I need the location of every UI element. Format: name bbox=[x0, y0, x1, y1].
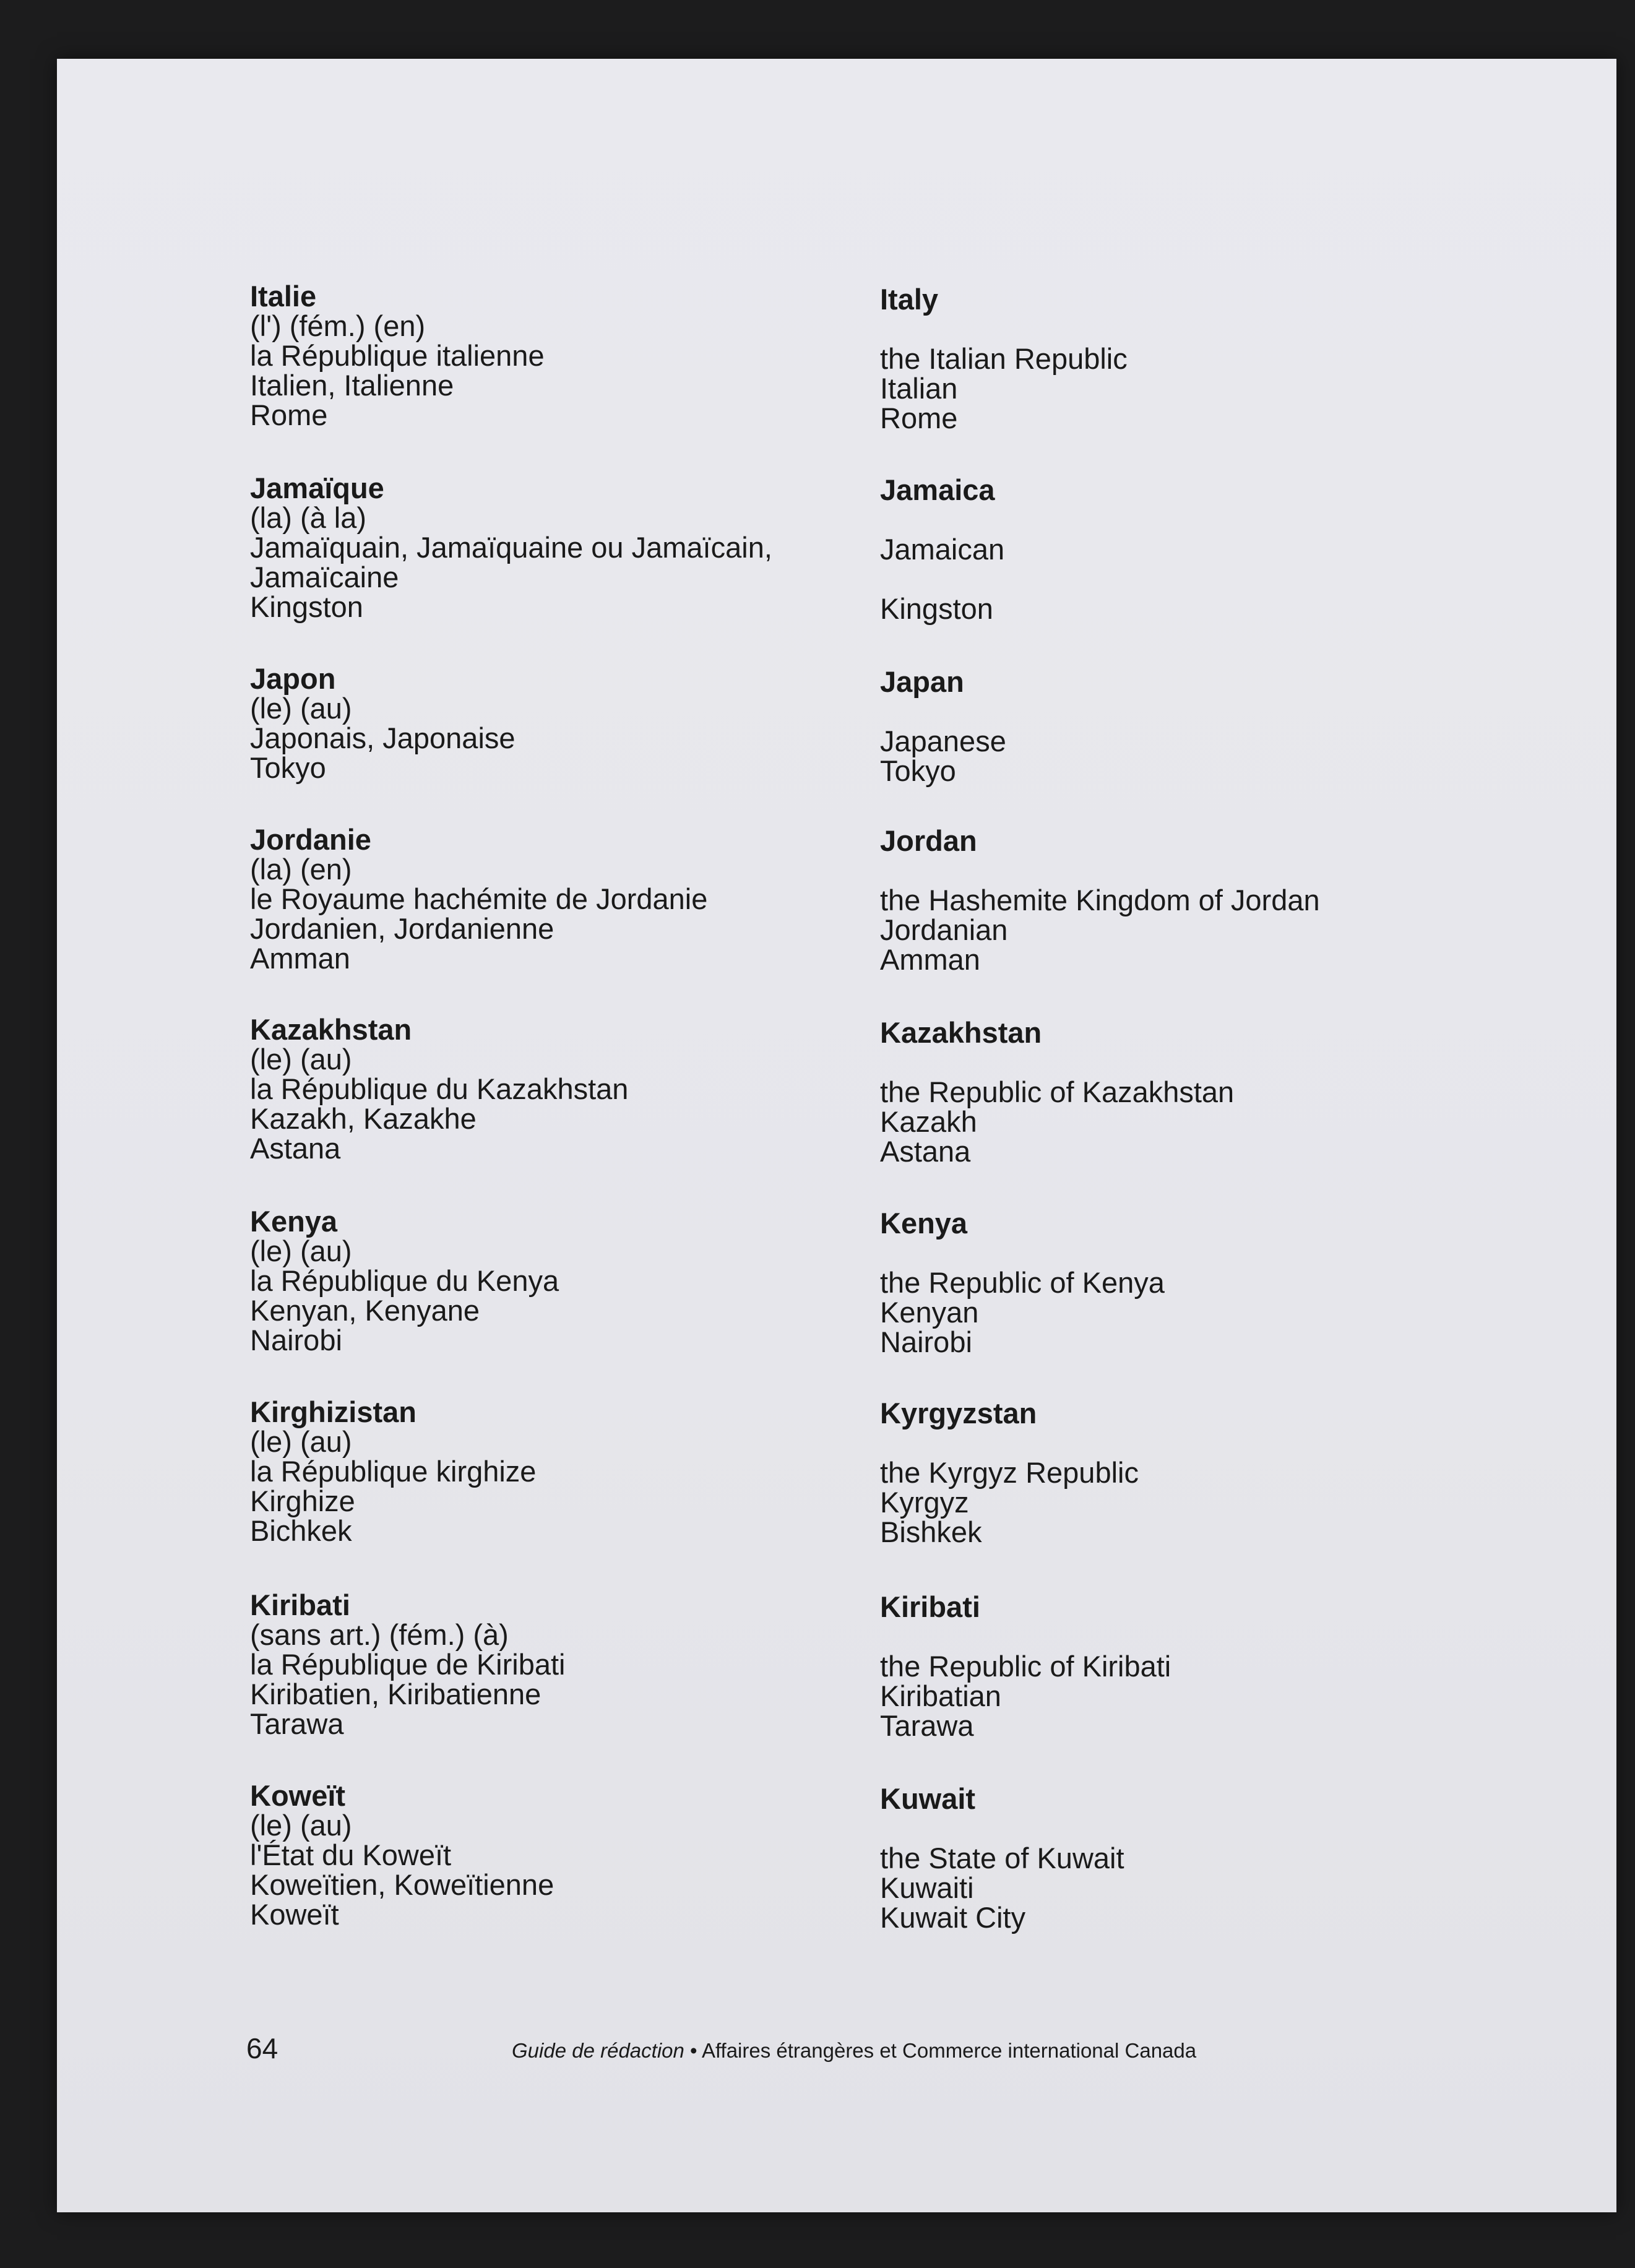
nationality: Koweïtien, Koweïtienne bbox=[250, 1868, 554, 1901]
entry-en-kiribati bbox=[880, 1592, 1573, 1741]
page-number: 64 bbox=[246, 2032, 278, 2064]
official-name: the Italian Republic bbox=[880, 342, 1128, 375]
country-name: Kazakhstan bbox=[880, 1016, 1042, 1049]
official-name: the Hashemite Kingdom of Jordan bbox=[880, 884, 1320, 916]
entry-en-kuwait bbox=[880, 1784, 1573, 1933]
entry-en-jordan bbox=[880, 826, 1573, 975]
article: (sans art.) (fém.) (à) bbox=[250, 1618, 509, 1651]
article: (la) (en) bbox=[250, 853, 352, 886]
entry-fr-jordanie bbox=[250, 825, 894, 973]
entry-en-kenya bbox=[880, 1209, 1573, 1357]
capital: Amman bbox=[250, 942, 350, 975]
country-name: Japan bbox=[880, 665, 964, 698]
article: (le) (au) bbox=[250, 1043, 352, 1076]
capital: Tokyo bbox=[880, 754, 956, 787]
country-name: Jordanie bbox=[250, 823, 371, 856]
entry-en-italy bbox=[880, 285, 1573, 433]
article: (le) (au) bbox=[250, 692, 352, 725]
entry-en-kyrgyzstan bbox=[880, 1399, 1573, 1547]
country-name: Koweït bbox=[250, 1779, 346, 1812]
official-name: la République italienne bbox=[250, 339, 545, 372]
entry-fr-kirghizistan bbox=[250, 1397, 894, 1546]
footer-publisher: Affaires étrangères et Commerce international Canada bbox=[701, 2039, 1197, 2062]
entry-fr-japon bbox=[250, 664, 894, 783]
capital: Kingston bbox=[250, 590, 363, 623]
article: (le) (au) bbox=[250, 1809, 352, 1842]
document-page bbox=[57, 59, 1616, 2212]
official-name: l'État du Koweït bbox=[250, 1839, 452, 1871]
country-name: Kazakhstan bbox=[250, 1013, 412, 1046]
entry-fr-jamaique bbox=[250, 473, 894, 622]
capital: Kuwait City bbox=[880, 1901, 1026, 1934]
country-name: Kiribati bbox=[880, 1590, 980, 1623]
capital: Astana bbox=[880, 1135, 971, 1168]
official-name: the Republic of Kenya bbox=[880, 1266, 1165, 1299]
capital: Tokyo bbox=[250, 751, 326, 784]
capital: Bichkek bbox=[250, 1514, 352, 1547]
nationality: Jamaican bbox=[880, 533, 1005, 566]
country-name: Kenya bbox=[880, 1207, 968, 1240]
footer-title: Guide de rédaction bbox=[512, 2039, 684, 2062]
capital: Astana bbox=[250, 1132, 341, 1165]
capital: Koweït bbox=[250, 1898, 339, 1931]
nationality: Kyrgyz bbox=[880, 1486, 969, 1519]
country-name: Japon bbox=[250, 662, 336, 695]
nationality: Jordanian bbox=[880, 913, 1008, 946]
nationality: Japanese bbox=[880, 725, 1006, 757]
nationality: Kuwaiti bbox=[880, 1871, 974, 1904]
capital: Tarawa bbox=[250, 1707, 344, 1740]
nationality: Kazakh, Kazakhe bbox=[250, 1102, 477, 1135]
official-name: the State of Kuwait bbox=[880, 1842, 1124, 1874]
capital: Rome bbox=[250, 399, 328, 431]
official-name: la République de Kiribati bbox=[250, 1648, 566, 1681]
country-name: Kyrgyzstan bbox=[880, 1397, 1037, 1429]
nationality: Kenyan bbox=[880, 1296, 979, 1329]
country-name: Italy bbox=[880, 283, 939, 316]
official-name: the Republic of Kiribati bbox=[880, 1650, 1171, 1683]
official-name: la République kirghize bbox=[250, 1455, 537, 1488]
capital: Nairobi bbox=[880, 1326, 972, 1358]
nationality-continued: Jamaïcaine bbox=[250, 561, 399, 593]
country-name: Kirghizistan bbox=[250, 1395, 416, 1428]
official-name: the Kyrgyz Republic bbox=[880, 1456, 1139, 1489]
footer-separator: • bbox=[690, 2039, 697, 2062]
entry-fr-koweit bbox=[250, 1781, 894, 1930]
capital: Rome bbox=[880, 402, 958, 434]
entry-fr-kazakhstan bbox=[250, 1015, 894, 1163]
entry-fr-italie bbox=[250, 282, 894, 430]
country-name: Jordan bbox=[880, 824, 977, 857]
capital: Tarawa bbox=[880, 1709, 974, 1742]
entry-fr-kenya bbox=[250, 1207, 894, 1355]
nationality: Japonais, Japonaise bbox=[250, 722, 516, 754]
country-name: Jamaica bbox=[880, 473, 995, 506]
footer bbox=[512, 2039, 1196, 2063]
country-name: Jamaïque bbox=[250, 472, 384, 504]
nationality: Kiribatian bbox=[880, 1679, 1001, 1712]
nationality: Italian bbox=[880, 372, 958, 405]
capital: Nairobi bbox=[250, 1324, 342, 1356]
nationality: Kenyan, Kenyane bbox=[250, 1294, 480, 1327]
country-name: Kuwait bbox=[880, 1782, 976, 1815]
article: (le) (au) bbox=[250, 1235, 352, 1267]
article: (la) (à la) bbox=[250, 501, 367, 534]
country-name: Italie bbox=[250, 280, 317, 313]
nationality: Kazakh bbox=[880, 1105, 977, 1138]
entry-fr-kiribati bbox=[250, 1590, 894, 1739]
nationality: Jamaïquain, Jamaïquaine ou Jamaïcain, bbox=[250, 531, 772, 564]
nationality: Jordanien, Jordanienne bbox=[250, 912, 554, 945]
nationality: Kiribatien, Kiribatienne bbox=[250, 1678, 541, 1710]
article: (le) (au) bbox=[250, 1425, 352, 1458]
capital: Kingston bbox=[880, 592, 993, 625]
nationality: Kirghize bbox=[250, 1485, 355, 1517]
article: (l') (fém.) (en) bbox=[250, 309, 426, 342]
capital: Bishkek bbox=[880, 1516, 982, 1548]
nationality: Italien, Italienne bbox=[250, 369, 454, 402]
country-name: Kiribati bbox=[250, 1589, 350, 1621]
entry-en-japan bbox=[880, 667, 1573, 786]
official-name: la République du Kenya bbox=[250, 1264, 559, 1297]
official-name: the Republic of Kazakhstan bbox=[880, 1076, 1235, 1108]
official-name: la République du Kazakhstan bbox=[250, 1072, 629, 1105]
entry-en-kazakhstan bbox=[880, 1018, 1573, 1166]
country-name: Kenya bbox=[250, 1205, 338, 1238]
capital: Amman bbox=[880, 943, 980, 976]
official-name: le Royaume hachémite de Jordanie bbox=[250, 882, 708, 915]
entry-en-jamaica bbox=[880, 475, 1573, 624]
